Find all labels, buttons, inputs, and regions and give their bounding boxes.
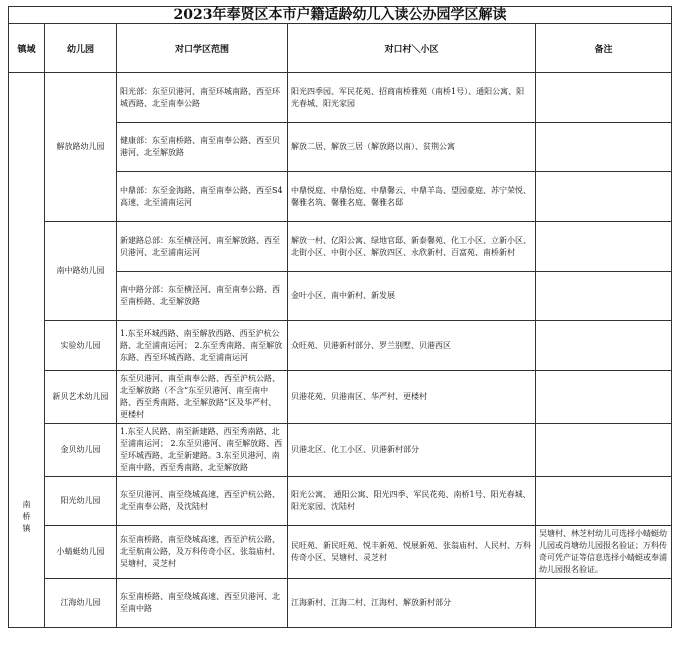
kindergarten-name: 阳光幼儿园	[45, 477, 117, 526]
zone-cell	[9, 73, 45, 628]
page-title: 2023年奉贤区本市户籍适龄幼儿入读公办园学区解读	[9, 7, 672, 24]
table-row	[9, 526, 672, 579]
village-cell: 阳光四季园、军民花苑、招商南桥雅苑（南桥1号）、通阳公寓、阳光春城、阳光家园	[288, 73, 536, 123]
district-scope-cell: 健康部：东至南桥路、南至南奉公路、西至贝港河、北至解放路	[117, 123, 288, 172]
note-cell	[536, 371, 672, 424]
header-note: 备注	[536, 24, 672, 73]
table-row	[9, 424, 672, 477]
note-cell	[536, 172, 672, 222]
kindergarten-name: 江海幼儿园	[45, 579, 117, 628]
district-scope-cell: 东至南桥路、南至绕城高速、西至贝港河、北至南中路	[117, 579, 288, 628]
village-cell: 贝港花苑、贝港南区、华严村、更楼村	[288, 371, 536, 424]
district-scope-cell: 东至贝港河、南至南奉公路、西至沪杭公路、北至解放路（不含“东至贝港河、南至南中路、西至秀南路、北至解放路”区及华严村、更楼村	[117, 371, 288, 424]
village-cell: 阳光公寓、 通阳公寓、阳光四季、军民花苑、南桥1号、阳光春城、阳光家园、沈陆村	[288, 477, 536, 526]
district-scope-cell: 阳光部：东至贝港河、南至环城南路、西至环城西路、北至南奉公路	[117, 73, 288, 123]
header-village: 对口村＼小区	[288, 24, 536, 73]
kindergarten-name: 解放路幼儿园	[45, 73, 117, 222]
district-scope-cell: 新建路总部：东至横泾河、南至解放路、西至贝港河、北至浦南运河	[117, 222, 288, 272]
table-row	[9, 222, 672, 272]
table-row	[9, 73, 672, 123]
zone-name: 南桥镇	[22, 500, 31, 533]
kindergarten-name: 金贝幼儿园	[45, 424, 117, 477]
note-cell	[536, 424, 672, 477]
village-cell: 民旺苑、新民旺苑、悦丰新苑、悦展新苑、张翁庙村、人民村、万科传奇小区、吴塘村、灵芝村	[288, 526, 536, 579]
village-cell: 江海新村、江海二村、江海村、解放新村部分	[288, 579, 536, 628]
table-row	[9, 579, 672, 628]
district-scope-cell: 中鼎部：东至金海路、南至南奉公路、西至S4高速、北至浦南运河	[117, 172, 288, 222]
village-cell: 中鼎悦庭、中鼎怡庭、中鼎馨云、中鼎羊岛、望园豪庭、苏宁荣悦、馨雅名筑、馨雅名庭、馨雅名邸	[288, 172, 536, 222]
title-row	[9, 7, 672, 24]
note-cell	[536, 272, 672, 321]
school-district-table	[8, 6, 672, 628]
village-cell: 解放二居、解放三居（解放路以南）、贫荆公寓	[288, 123, 536, 172]
village-cell: 解放一村、亿阳公寓、绿地官邸、新泰馨苑、化工小区、立新小区、北街小区、中街小区、解放四区、永欣新村、百富苑、南桥新村	[288, 222, 536, 272]
table-row	[9, 477, 672, 526]
kindergarten-name: 南中路幼儿园	[45, 222, 117, 321]
village-cell: 贝港北区、化工小区、贝港新村部分	[288, 424, 536, 477]
kindergarten-name: 小蜻蜓幼儿园	[45, 526, 117, 579]
note-cell: 吴塘村、林芝村幼儿可选择小蜻蜓幼儿园或肖塘幼儿园报名验证；万科传奇可凭产证等信息选择小蜻蜓或奉浦幼儿园报名验证。	[536, 526, 672, 579]
district-scope-cell: 东至南桥路、南至绕城高速、西至沪杭公路、北至航南公路，及万科传奇小区、张翁庙村、吴塘村、灵芝村	[117, 526, 288, 579]
kindergarten-name: 实验幼儿园	[45, 321, 117, 371]
note-cell	[536, 579, 672, 628]
document	[8, 6, 671, 628]
header-row	[9, 24, 672, 73]
village-cell: 众旺苑、贝港新村部分、罗兰别墅、贝港西区	[288, 321, 536, 371]
note-cell	[536, 123, 672, 172]
table-row	[9, 321, 672, 371]
district-scope-cell: 1.东至环城西路、南至解放西路、西至沪杭公路、北至浦南运河； 2.东至秀南路、南至解放东路、西至环城西路、北至浦南运河	[117, 321, 288, 371]
district-scope-cell: 1.东至人民路、南至新建路、西至秀南路、北至浦南运河； 2.东至贝港河、南至解放路、西至环城西路、北至新建路。3.东至贝港河、南至南中路、西至秀南路、北至解放路	[117, 424, 288, 477]
note-cell	[536, 321, 672, 371]
note-cell	[536, 73, 672, 123]
district-scope-cell: 南中路分部：东至横泾河、南至南奉公路、西至南桥路、北至解放路	[117, 272, 288, 321]
note-cell	[536, 222, 672, 272]
header-scope: 对口学区范围	[117, 24, 288, 73]
district-scope-cell: 东至贝港河、南至绕城高速、西至沪杭公路、北至南奉公路，及沈陆村	[117, 477, 288, 526]
note-cell	[536, 477, 672, 526]
table-row	[9, 371, 672, 424]
header-zone: 镇域	[9, 24, 45, 73]
header-kindergarten: 幼儿园	[45, 24, 117, 73]
village-cell: 金叶小区、南中新村、新发展	[288, 272, 536, 321]
kindergarten-name: 新贝艺术幼儿园	[45, 371, 117, 424]
